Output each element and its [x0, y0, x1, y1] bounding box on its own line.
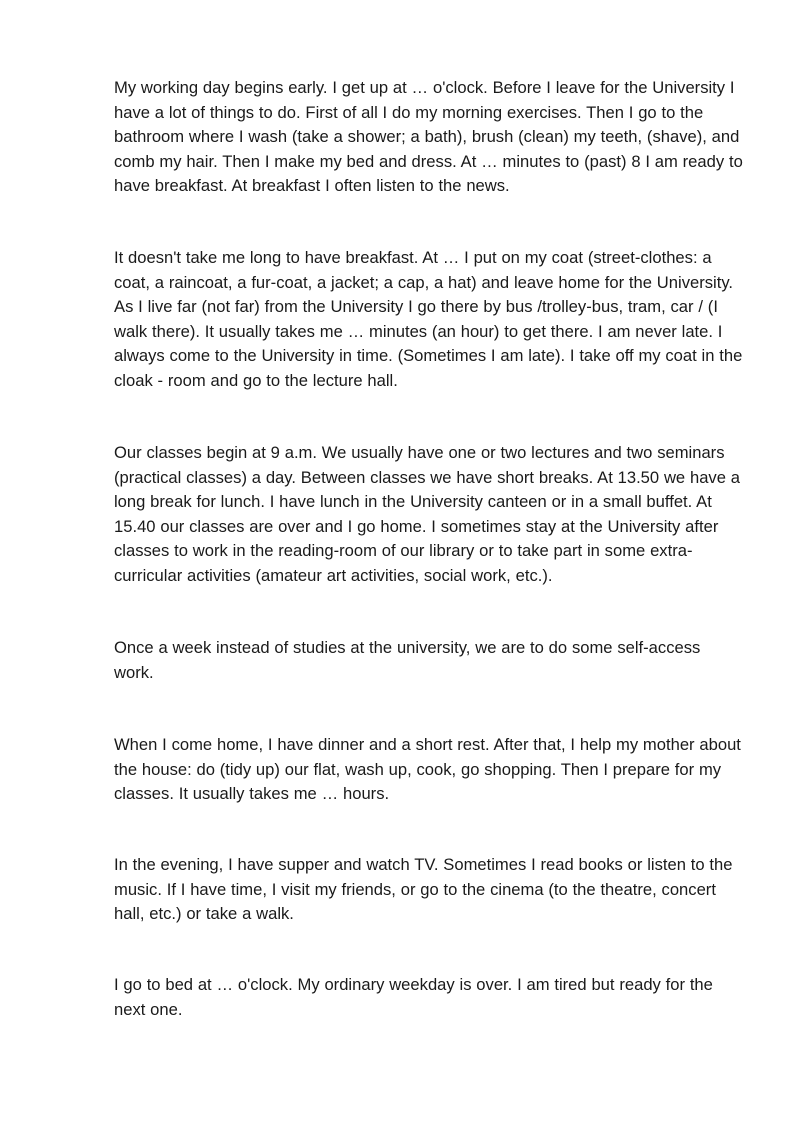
paragraph-self-access: Once a week instead of studies at the university, we are to do some self-access work. — [114, 638, 701, 682]
paragraph-commute: It doesn't take me long to have breakfast. At … I put on my coat (street-clothes: a coat, a raincoat, a fur-coat, a jacket; a cap, a hat) and leave home for the University. As I live far (not far) from the University I go there by bus /trolley-bus, tram, car / (I walk there). It usually takes me … minutes (an hour) to get there. I am never late. I always come to the University in time. (Sometimes I am late). I take off my coat in the cloak - room and go to the lecture hall. — [114, 248, 743, 390]
paragraph-morning-routine: My working day begins early. I get up at … o'clock. Before I leave for the University I have a lot of things to do. First of all I do my morning exercises. Then I go to the bathroom where I wash (take a shower; a bath), brush (clean) my teeth, (shave), and comb my hair. Then I make my bed and dress. At … minutes to (past) 8 I am ready to have breakfast. At breakfast I often listen to the news. — [114, 78, 743, 195]
paragraph-classes: Our classes begin at 9 a.m. We usually have one or two lectures and two seminars (practical classes) a day. Between classes we have short breaks. At 13.50 we have a long break for lunch. I have lunch in the University canteen or in a small buffet. At 15.40 our classes are over and I go home. I sometimes stay at the University after classes to work in the reading-room of our library or to take part in some extra-curricular activities (amateur art activities, social work, etc.). — [114, 443, 740, 585]
paragraph-evening: In the evening, I have supper and watch TV. Sometimes I read books or listen to the music. If I have time, I visit my friends, or go to the cinema (to the theatre, concert hall, etc.) or take a walk. — [114, 855, 733, 923]
paragraph-bedtime: I go to bed at … o'clock. My ordinary weekday is over. I am tired but ready for the next one. — [114, 975, 713, 1019]
paragraph-home-chores: When I come home, I have dinner and a short rest. After that, I help my mother about the house: do (tidy up) our flat, wash up, cook, go shopping. Then I prepare for my classes. It usually takes me … hours. — [114, 735, 741, 803]
